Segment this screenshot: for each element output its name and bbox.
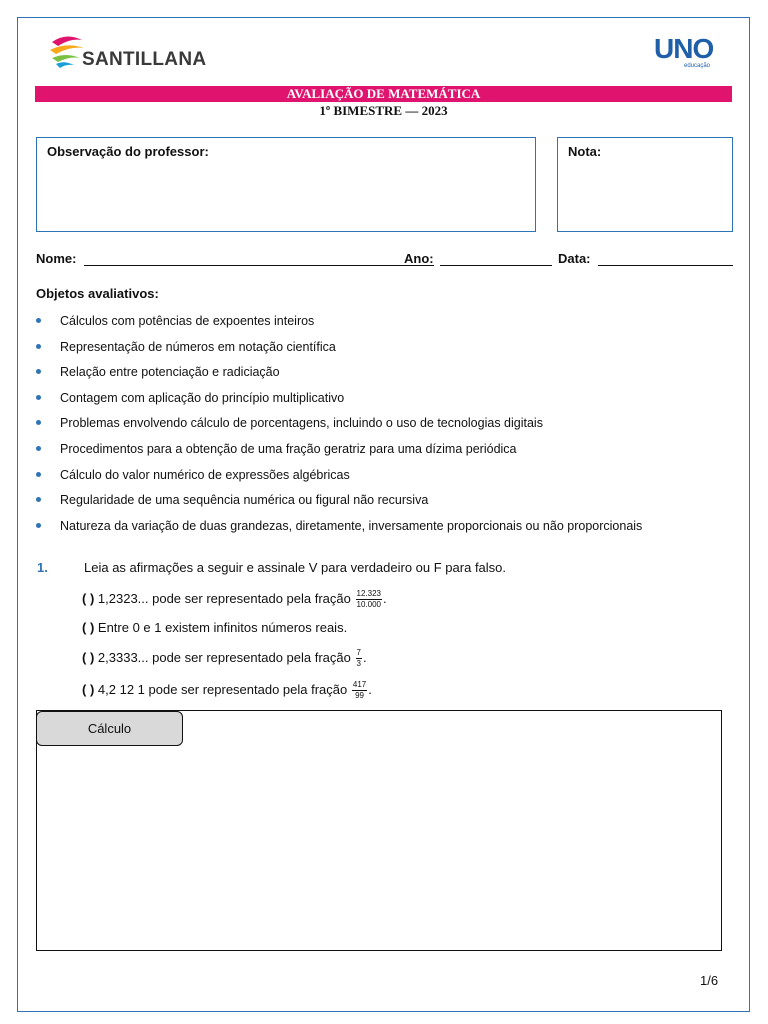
list-item: Procedimentos para a obtenção de uma fração geratriz para uma dízima periódica: [36, 440, 736, 466]
list-item: Representação de números em notação científica: [36, 338, 736, 364]
list-item: Contagem com aplicação do princípio multiplicativo: [36, 389, 736, 415]
uno-logo: [654, 33, 718, 73]
list-item: Natureza da variação de duas grandezas, diretamente, inversamente proporcionais ou não proporcionais: [36, 517, 736, 543]
nome-label: Nome:: [36, 251, 77, 266]
fraction: $\frac{7}{3}$: [356, 648, 361, 668]
list-item: Cálculo do valor numérico de expressões algébricas: [36, 466, 736, 492]
nota-box[interactable]: [557, 137, 733, 232]
calculo-area[interactable]: [36, 710, 722, 951]
answer-checkbox[interactable]: ( ): [82, 649, 95, 665]
list-item: Relação entre potenciação e radiciação: [36, 363, 736, 389]
vf-item-2: ( ) Entre 0 e 1 existem infinitos números reais.: [82, 620, 348, 635]
data-label: Data:: [558, 251, 591, 266]
question-number: 1.: [37, 560, 48, 575]
vf-item-1: ( ) 1,2323... pode ser representado pela fração $\frac{12.323}{10.000}$ .: [82, 589, 387, 609]
bullet-icon: [36, 497, 41, 502]
page-number: 1/6: [700, 973, 719, 988]
answer-checkbox[interactable]: ( ): [82, 681, 95, 697]
uno-wordmark: UNO: [654, 33, 714, 64]
data-field[interactable]: [598, 265, 733, 266]
answer-checkbox[interactable]: ( ): [82, 590, 95, 606]
ano-label: Ano:: [404, 251, 434, 266]
bullet-icon: [36, 318, 41, 323]
nome-field[interactable]: [84, 265, 434, 266]
bullet-icon: [36, 369, 41, 374]
question-prompt: Leia as afirmações a seguir e assinale V para verdadeiro ou F para falso.: [84, 560, 507, 575]
answer-checkbox[interactable]: ( ): [82, 620, 95, 635]
list-item: Regularidade de uma sequência numérica ou figural não recursiva: [36, 491, 736, 517]
santillana-wordmark: SANTILLANA: [82, 49, 207, 70]
vf-item-4: ( ) 4,2 12 1 pode ser representado pela fração $\frac{417}{99}$ .: [82, 680, 372, 700]
objetivos-title: Objetos avaliativos:: [36, 286, 159, 301]
bullet-icon: [36, 523, 41, 528]
calculo-label: Cálculo: [36, 711, 183, 746]
observacao-box[interactable]: [36, 137, 536, 232]
page-subtitle: 1º BIMESTRE — 2023: [319, 103, 448, 118]
santillana-logo: [48, 32, 213, 72]
bullet-icon: [36, 344, 41, 349]
fraction: $\frac{417}{99}$: [352, 680, 367, 700]
bullet-icon: [36, 472, 41, 477]
list-item: Problemas envolvendo cálculo de porcentagens, incluindo o uso de tecnologias digitais: [36, 414, 736, 440]
vf-item-3: ( ) 2,3333... pode ser representado pela fração $\frac{7}{3}$ .: [82, 648, 367, 668]
page-title: AVALIAÇÃO DE MATEMÁTICA: [35, 86, 732, 102]
list-item: Cálculos com potências de expoentes inteiros: [36, 312, 736, 338]
uno-subtext: educação: [684, 63, 711, 69]
ano-field[interactable]: [440, 265, 552, 266]
bullet-icon: [36, 446, 41, 451]
observacao-label: Observação do professor:: [47, 144, 209, 159]
bullet-icon: [36, 420, 41, 425]
fraction: $\frac{12.323}{10.000}$: [356, 589, 381, 609]
bullet-icon: [36, 395, 41, 400]
nota-label: Nota:: [568, 144, 602, 159]
student-fields: [36, 251, 733, 269]
objetivos-list: [36, 312, 736, 542]
